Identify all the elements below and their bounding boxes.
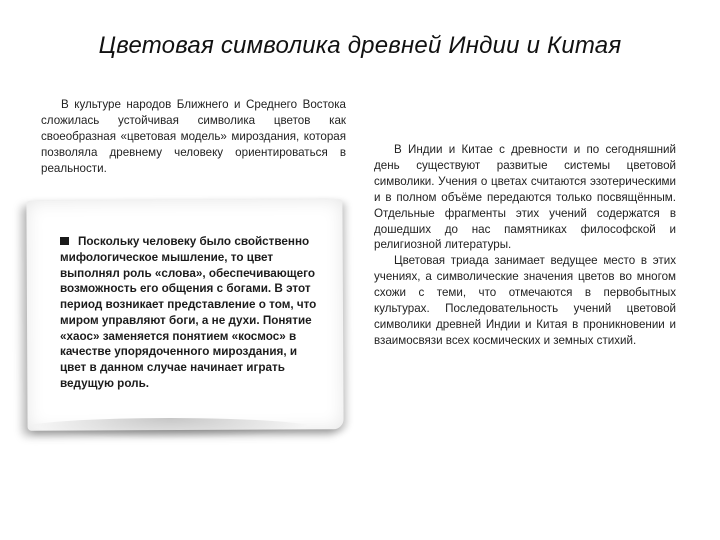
- square-bullet-icon: [60, 237, 69, 245]
- right-column: [374, 142, 676, 349]
- intro-text: В культуре народов Ближнего и Среднего Востока сложилась устойчивая символика цветов как своеобразная «цветовая модель» мироздания, которая позволяла древнему человеку ориентироваться в реальности.: [41, 98, 346, 175]
- paper-note-shadow: [20, 418, 320, 440]
- right-paragraph-1: В Индии и Китае с древности и по сегодняшний день существуют развитые системы цветовой символики. Учения о цветах считаются эзотерическими и в полном объёме передаются только посвящённым. Отдельные фрагменты этих учений содержатся в дошедших до нас памятниках философской и религиозной литературы.: [374, 143, 676, 252]
- intro-paragraph: [41, 97, 346, 177]
- slide-title: Цветовая символика древней Индии и Китая: [98, 32, 622, 59]
- right-paragraph-2: Цветовая триада занимает ведущее место в этих учениях, а символические значения цветов во многом схожи с теми, что отмечаются в первобытных культурах. Последовательность учений цветовой символики древней Индии и Китая в проникновении и взаимосвязи всех космических и земных стихий.: [374, 254, 676, 347]
- note-text-block: [60, 234, 322, 392]
- note-text: Поскольку человеку было свойственно мифологическое мышление, то цвет выполнял роль «слова», обеспечивающего возможность его общения с богами. В этот период возникает представление о том, что миром управляют боги, а не духи. Понятие «хаос» заменяется понятием «космос» в качестве упорядоченного мироздания, и цвет в данном случае начинает играть ведущую роль.: [60, 235, 317, 390]
